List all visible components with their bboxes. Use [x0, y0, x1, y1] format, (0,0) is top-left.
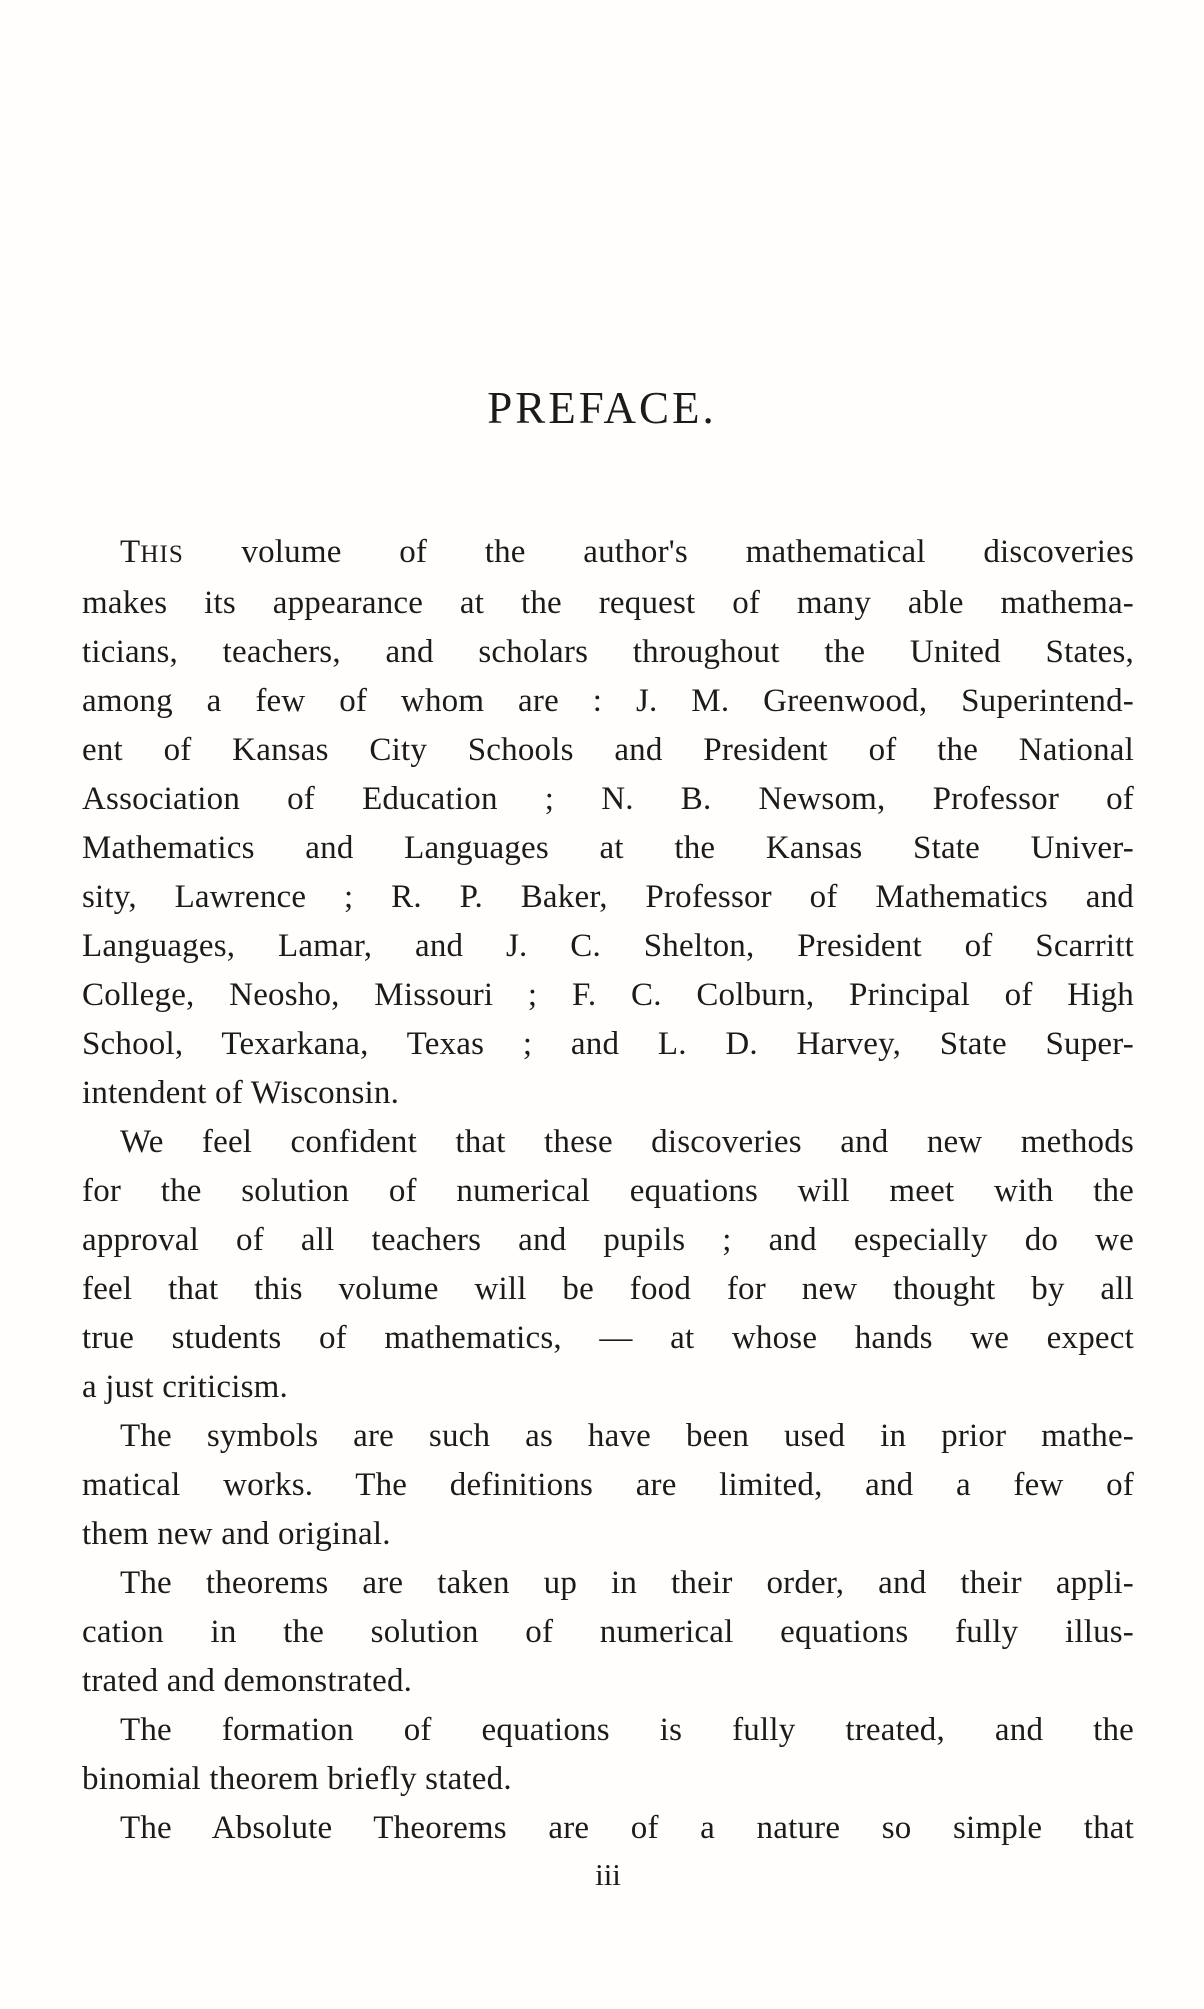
text-line: Association of Education ; N. B. Newsom, Professor of	[82, 781, 1134, 817]
text-line: for the solution of numerical equations will meet with the	[82, 1173, 1134, 1209]
text-line: Languages, Lamar, and J. C. Shelton, President of Scarritt	[82, 928, 1134, 964]
paragraph	[82, 528, 1134, 1118]
text-line: true students of mathematics, — at whose hands we expect	[82, 1320, 1134, 1356]
paragraph	[82, 1118, 1134, 1412]
text-line: approval of all teachers and pupils ; and especially do we	[82, 1222, 1134, 1258]
text-line: a just criticism.	[82, 1369, 288, 1405]
paragraph	[82, 1412, 1134, 1559]
text-line: The symbols are such as have been used in prior mathe-	[120, 1418, 1134, 1454]
page-title: PREFACE.	[487, 383, 717, 433]
text-line: binomial theorem briefly stated.	[82, 1761, 512, 1797]
text-line: them new and original.	[82, 1516, 391, 1552]
text-line: cation in the solution of numerical equations fully illus-	[82, 1614, 1134, 1650]
text-line: makes its appearance at the request of many able mathema-	[82, 585, 1134, 621]
smallcaps-lead-word: THIS	[120, 534, 184, 570]
text-line: The theorems are taken up in their order, and their appli-	[120, 1565, 1134, 1601]
text-line: ent of Kansas City Schools and President of the National	[82, 732, 1134, 768]
paragraph	[82, 1804, 1134, 1853]
text-line: feel that this volume will be food for new thought by all	[82, 1271, 1134, 1307]
text-line: College, Neosho, Missouri ; F. C. Colburn, Principal of High	[82, 977, 1134, 1013]
text-line: The formation of equations is fully treated, and the	[120, 1712, 1134, 1748]
text-line: intendent of Wisconsin.	[82, 1075, 400, 1111]
text-line: We feel confident that these discoveries and new methods	[120, 1124, 1134, 1160]
text-line: Mathematics and Languages at the Kansas State Univer-	[82, 830, 1134, 866]
page-number: iii	[595, 1857, 621, 1892]
text-line	[82, 528, 1134, 579]
text-line: among a few of whom are : J. M. Greenwood, Superintend-	[82, 683, 1134, 719]
page-body	[82, 528, 1134, 1853]
text-line: sity, Lawrence ; R. P. Baker, Professor of Mathematics and	[82, 879, 1134, 915]
text-line: trated and demonstrated.	[82, 1663, 413, 1699]
text-line: The Absolute Theorems are of a nature so simple that	[120, 1810, 1134, 1846]
text-line: ticians, teachers, and scholars throughout the United States,	[82, 634, 1134, 670]
text-line: matical works. The definitions are limited, and a few of	[82, 1467, 1134, 1503]
paragraph	[82, 1559, 1134, 1706]
text-line: School, Texarkana, Texas ; and L. D. Harvey, State Super-	[82, 1026, 1134, 1062]
line-text: volume of the author's mathematical discoveries	[183, 534, 1134, 570]
paragraph	[82, 1706, 1134, 1804]
